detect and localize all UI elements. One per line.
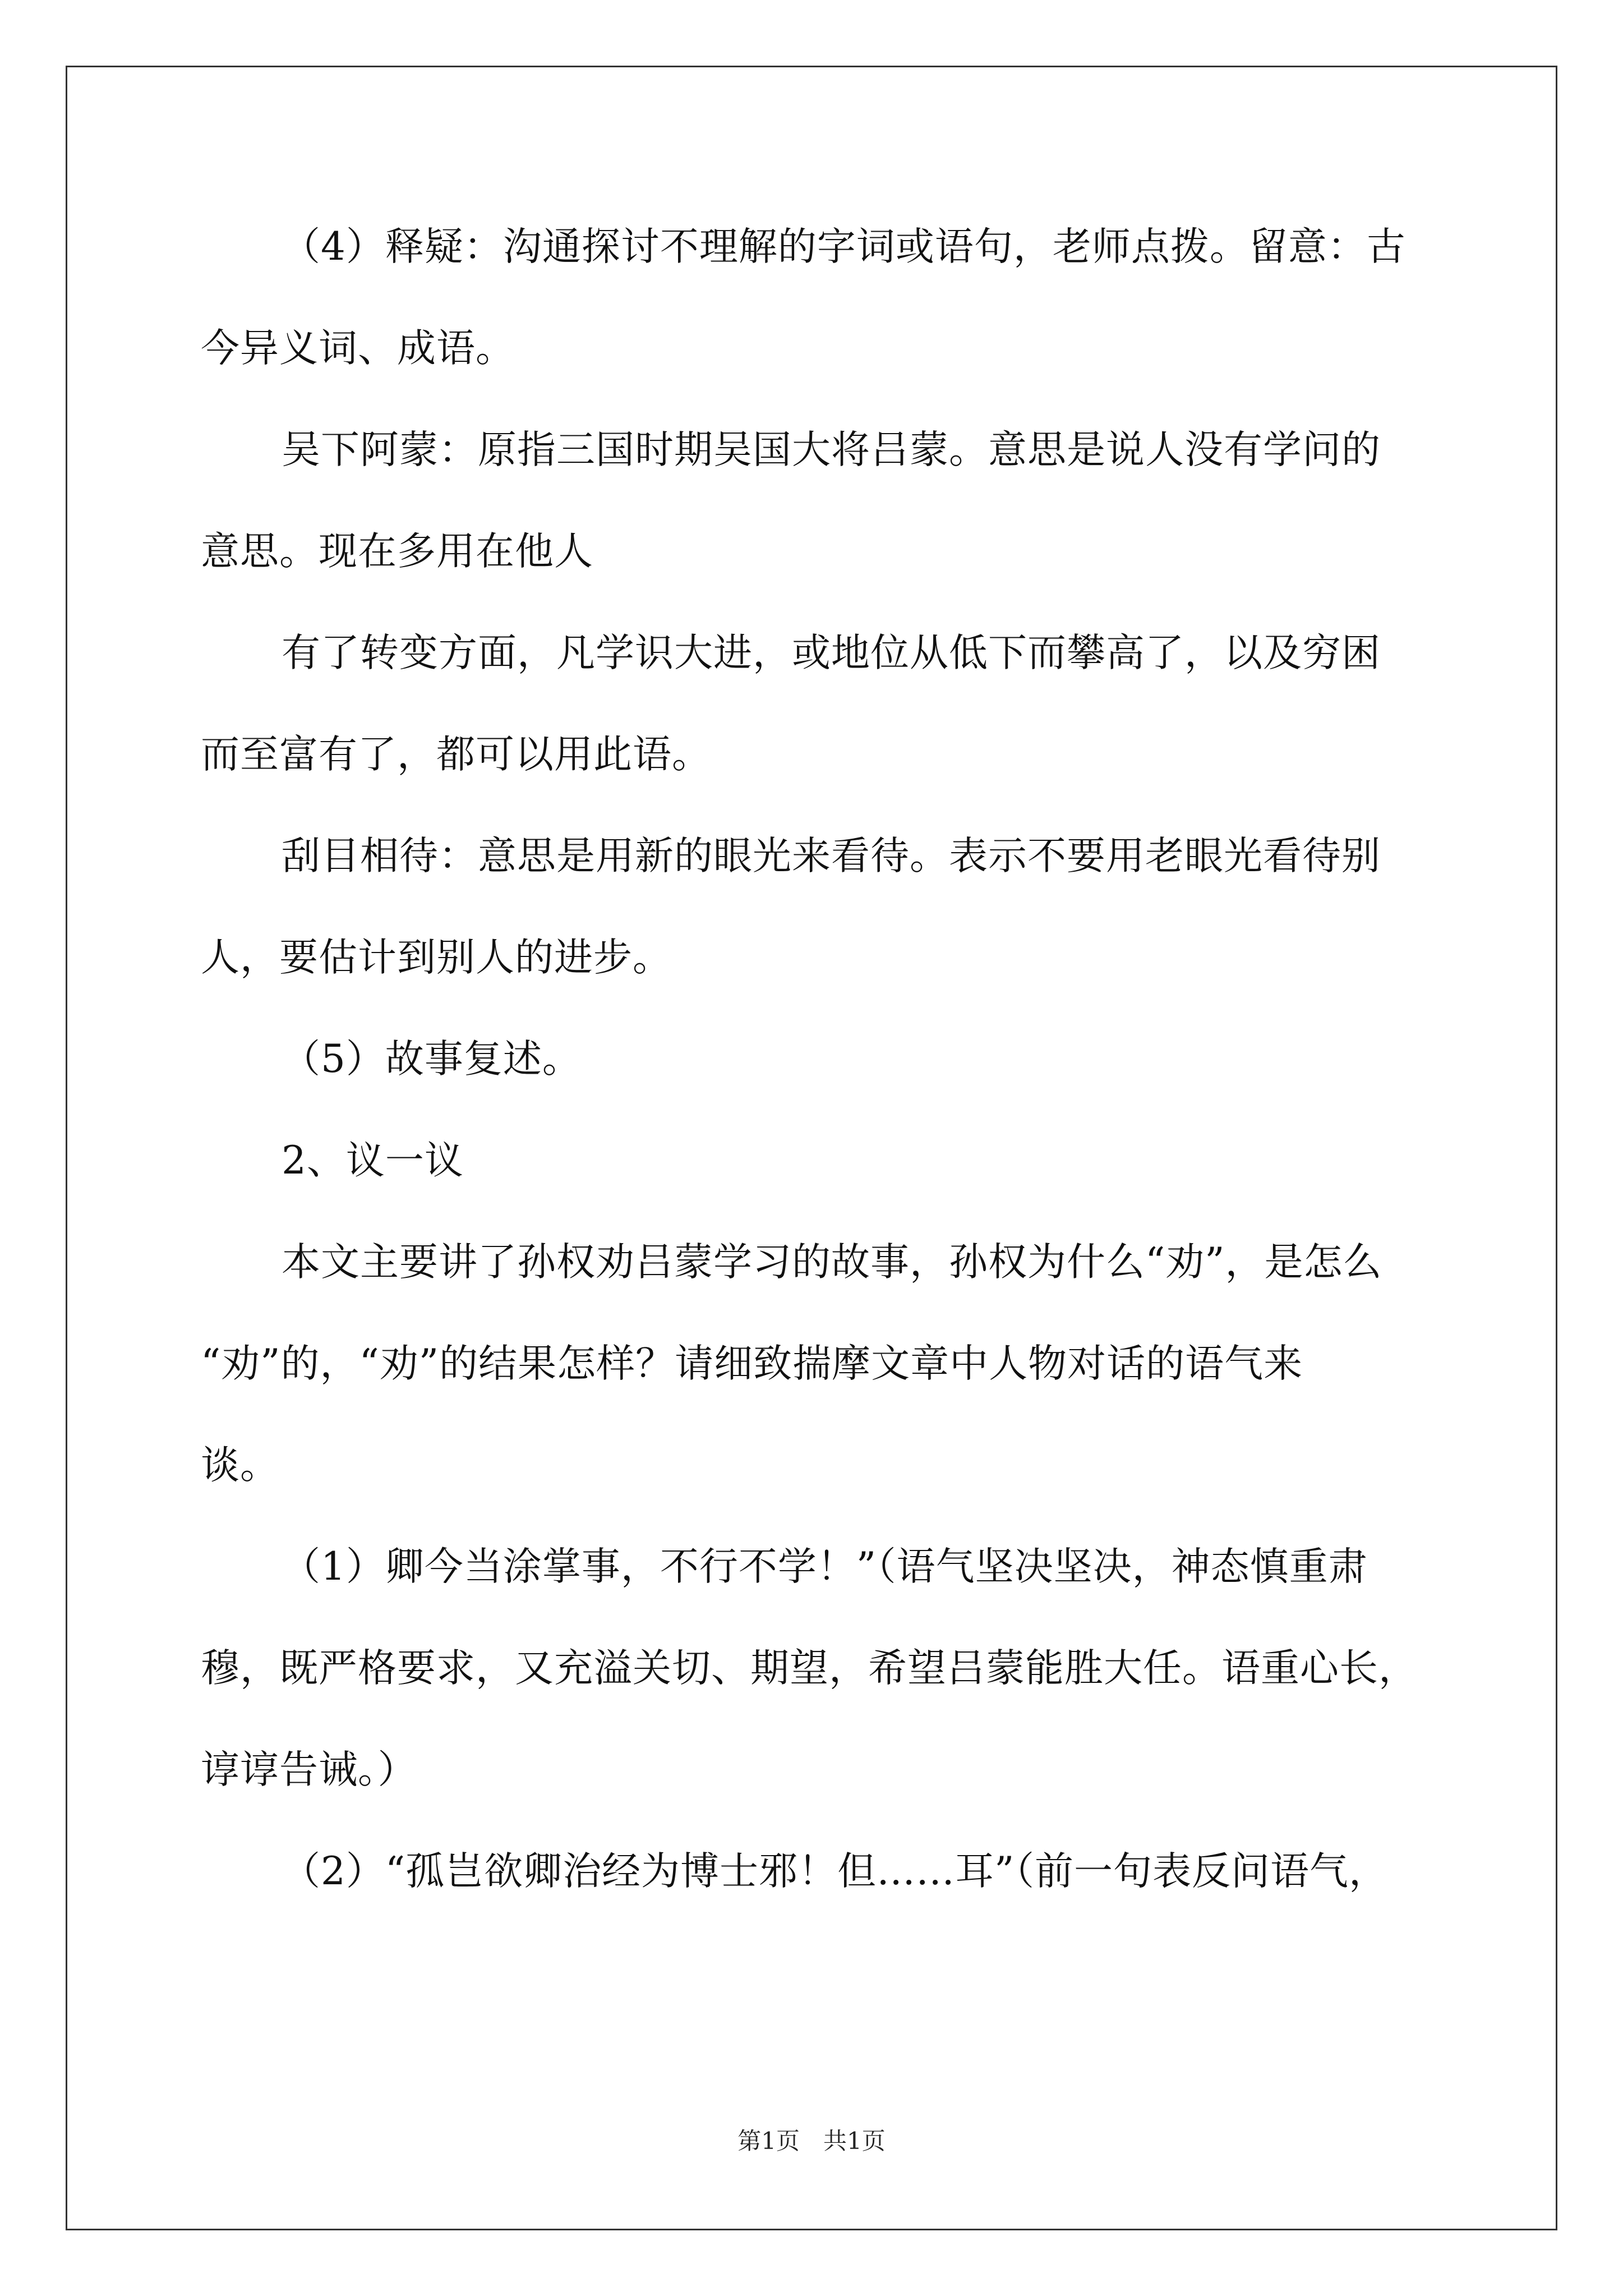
paragraph-line: 刮目相待：意思是用新的眼光来看待。表示不要用老眼光看待别: [282, 834, 1381, 878]
paragraph-line: “劝”的，“劝”的结果怎样？请细致揣摩文章中人物对话的语气来: [201, 1341, 1303, 1386]
paragraph-line: 本文主要讲了孙权劝吕蒙学习的故事，孙权为什么“劝”，是怎么: [282, 1240, 1382, 1285]
paragraph-line: 今异义词、成语。: [201, 326, 515, 371]
paragraph-line: 谆谆告诫。）: [201, 1747, 417, 1792]
paragraph-line: （1）卿今当涂掌事，不行不学！”（语气坚决坚决，神态慎重肃: [282, 1544, 1368, 1589]
paragraph-line: （5）故事复述。: [282, 1037, 582, 1082]
paragraph-line: （4）释疑：沟通探讨不理解的字词或语句，老师点拨。留意：古: [282, 224, 1406, 269]
paragraph-line: 有了转变方面，凡学识大进，或地位从低下而攀高了，以及穷困: [282, 631, 1381, 675]
paragraph-line: （2）“孤岂欲卿治经为博士邪！但……耳”（前一句表反问语气，: [282, 1849, 1388, 1894]
paragraph-line: 而至富有了，都可以用此语。: [201, 732, 711, 777]
paragraph-line: 穆，既严格要求，又充溢关切、期望，希望吕蒙能胜大任。语重心长，: [201, 1646, 1418, 1691]
page-number: 第1页 共1页: [737, 2127, 886, 2155]
section-heading: 2、议一议: [282, 1138, 464, 1183]
paragraph-line: 人，要估计到别人的进步。: [201, 935, 672, 980]
paragraph-line: 吴下阿蒙：原指三国时期吴国大将吕蒙。意思是说人没有学问的: [282, 427, 1381, 472]
paragraph-line: 意思。现在多用在他人: [201, 529, 593, 574]
paragraph-line: 谈。: [201, 1443, 279, 1488]
